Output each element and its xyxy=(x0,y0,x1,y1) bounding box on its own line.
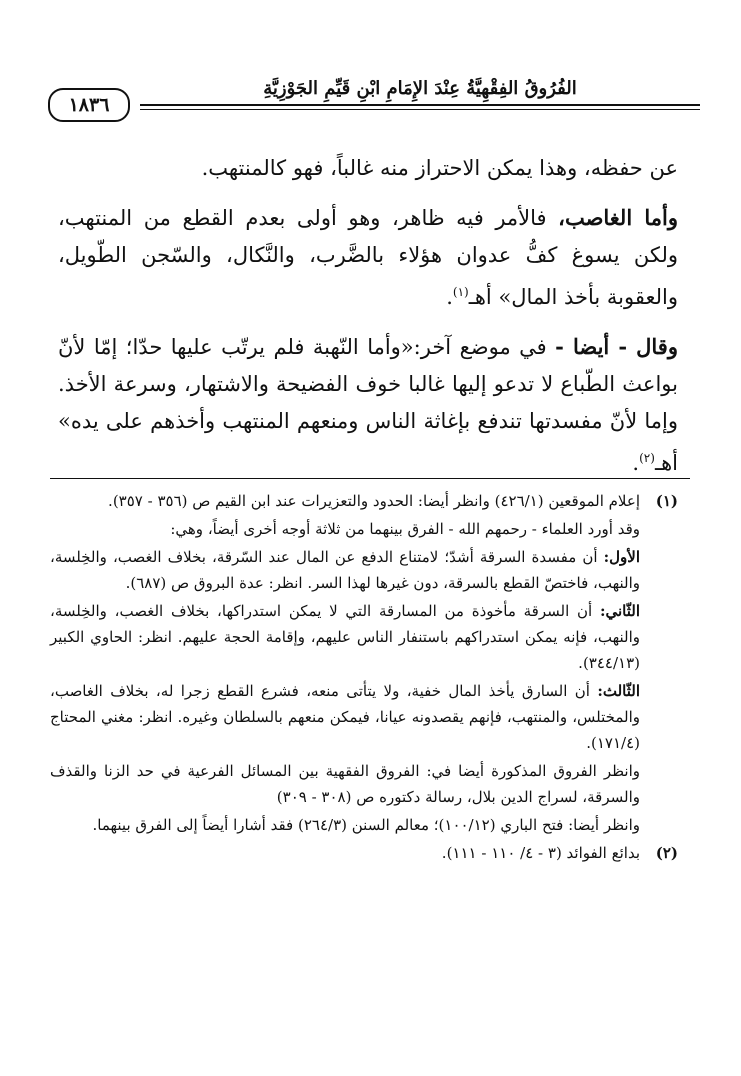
paragraph-3 xyxy=(58,328,678,482)
page-number: ١٨٣٦ xyxy=(48,88,130,122)
footnote-1 xyxy=(50,488,678,514)
footnote-1-first xyxy=(50,544,678,596)
footnotes xyxy=(50,488,678,868)
header-rule-thick xyxy=(140,104,700,106)
paragraph-3-text: في موضع آخر:«وأما النّهبة فلم يرتّب عليها حدّا؛ إمّا لأنّ بواعث الطّباع لا تدعو إليها غالبا خوف الفضيحة والاشتهار، وسرعة الأخذ. وإما لأنّ مفسدتها تندفع بإغاثة الناس ومنعهم المنتهب وأخذهم على يده» أهـ xyxy=(58,335,678,475)
footnote-1-second-lead: الثّاني: xyxy=(599,602,640,620)
paragraph-3-lead: وقال - أيضا - xyxy=(555,334,678,359)
footnote-1-third-lead: الثّالث: xyxy=(597,682,640,700)
footnote-1-number: (١) xyxy=(655,492,678,510)
paragraph-2 xyxy=(58,199,678,316)
footnote-1-second xyxy=(50,598,678,676)
paragraph-1 xyxy=(58,150,678,187)
footnote-2 xyxy=(50,840,678,866)
footnote-1-first-lead: الأول: xyxy=(603,548,640,566)
footnote-2-number: (٢) xyxy=(655,844,678,862)
footnote-1-intro: وقد أورد العلماء - رحمهم الله - الفرق بينهما من ثلاثة أوجه أخرى أيضاً، وهي: xyxy=(170,520,640,538)
footnote-ref-1: (١) xyxy=(452,285,469,299)
footnote-1-third xyxy=(50,678,678,756)
footnote-1-text: إعلام الموقعين (٤٢٦/١) وانظر أيضا: الحدود والتعزيرات عند ابن القيم ص (٣٥٦ - ٣٥٧). xyxy=(108,492,640,510)
running-header xyxy=(48,78,700,122)
footnote-1-second-text: أن السرقة مأخوذة من المسارقة التي لا يمكن استدراكها، بخلاف الغصب، والخِلسة، والنهب، فإنه يمكن استدراكهم باستنفار الناس عليهم، وإقامة الحجة عليهم. انظر: الحاوي الكبير (٣٤٤/١٣). xyxy=(50,602,640,672)
footnote-1-third-text: أن السارق يأخذ المال خفية، ولا يتأتى منعه، فشرع القطع زجرا له، بخلاف الغاصب، والمختلس، والمنتهب، فإنهم يقصدونه عيانا، فيمكن منعهم بالسلطان وغيره. انظر: مغني المحتاج (١٧١/٤). xyxy=(50,682,640,752)
footnote-ref-2: (٢) xyxy=(639,451,655,465)
footnote-1-first-text: أن مفسدة السرقة أشدّ؛ لامتناع الدفع عن المال عند السّرقة، بخلاف الغصب، والخِلسة، والنهب، فاختصّ القطع بالسرقة، دون غيرها لهذا السر. انظر: عدة البروق ص (٦٨٧). xyxy=(50,548,640,592)
book-title: الفُرُوقُ الفِقْهِيَّةُ عِنْدَ الإِمَامِ ابْنِ قَيِّمِ الجَوْزِيَّةِ xyxy=(263,78,577,99)
footnote-1-references: وانظر الفروق المذكورة أيضا في: الفروق الفقهية بين المسائل الفرعية في حد الزنا والقذف والسرقة، لسراج الدين بلال، رسالة دكتوره ص (٣٠٨ - ٣٠٩) xyxy=(50,762,640,806)
footnote-separator xyxy=(50,478,690,479)
paragraph-2-lead: وأما الغاصب، xyxy=(558,205,678,230)
paragraph-2-text: فالأمر فيه ظاهر، وهو أولى بعدم القطع من المنتهب، ولكن يسوغ كفُّ عدوان هؤلاء بالضَّرب، والنَّكال، والسّجن الطّويل، والعقوبة بأخذ المال» أهـ xyxy=(58,206,678,309)
period-2: . xyxy=(632,451,640,475)
footnote-1-more-references: وانظر أيضا: فتح الباري (١٠٠/١٢)؛ معالم السنن (٢٦٤/٣) فقد أشارا أيضاً إلى الفرق بينهما. xyxy=(92,816,640,834)
period-1: . xyxy=(446,285,453,309)
header-rule-thin xyxy=(140,109,700,110)
footnote-2-text: بدائع الفوائد (٣ - ٤/ ١١٠ - ١١١). xyxy=(441,844,640,862)
paragraph-1-text: عن حفظه، وهذا يمكن الاحتراز منه غالباً، فهو كالمنتهب. xyxy=(201,156,678,180)
main-text xyxy=(58,150,678,494)
